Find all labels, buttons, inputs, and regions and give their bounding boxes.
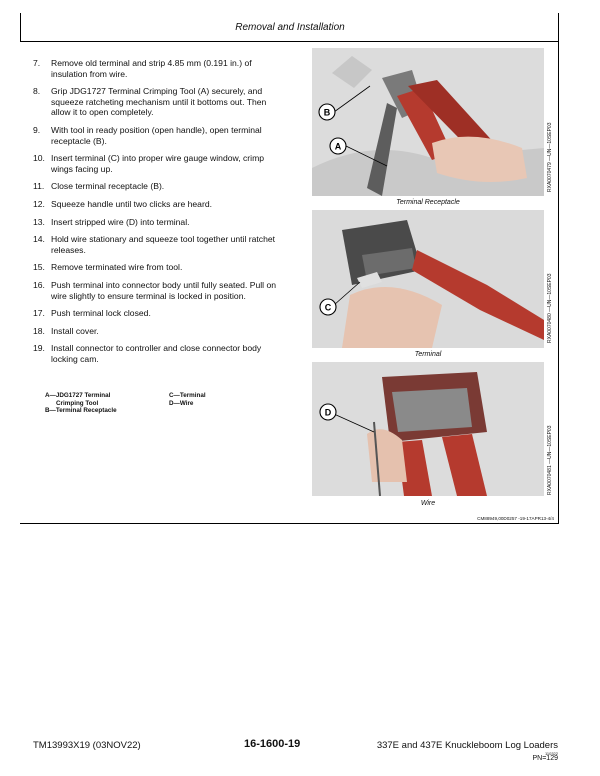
photo-terminal — [312, 210, 544, 348]
frame-top-rule — [20, 41, 559, 42]
step-9: 9. With tool in ready position (open handle), open terminal receptacle (B). — [33, 124, 262, 146]
procedure-steps — [33, 58, 288, 371]
step-7: 7. Remove old terminal and strip 4.85 mm (0.191 in.) of insulation from wire. — [33, 58, 252, 79]
caption-terminal-receptacle: Terminal Receptacle — [396, 199, 460, 206]
svg-text:C: C — [324, 302, 332, 313]
caption-wire: Wire — [420, 500, 436, 507]
footer-product-title: 337E and 437E Knuckleboom Log Loaders — [376, 740, 558, 751]
figure-code-3: RXA0070481 —UN—10SEP03 — [547, 425, 553, 495]
svg-text:D: D — [324, 407, 332, 418]
step-15: 15. Remove terminated wire from tool. — [33, 262, 183, 273]
frame-right-rule — [558, 13, 559, 523]
footer-date-code: 110322 — [544, 751, 558, 756]
section-title: Removal and Installation — [235, 22, 345, 33]
callout-c — [320, 299, 336, 315]
legend-d: D—Wire — [169, 399, 194, 407]
callout-d — [320, 404, 336, 420]
legend-b: B—Terminal Receptacle — [45, 407, 117, 415]
step-16: 16. Push terminal into connector body until fully seated. Pull on wire slightly to ensure terminal is locked in position. — [33, 279, 276, 301]
frame-bottom-rule — [20, 523, 559, 524]
legend-c: C—Terminal — [169, 392, 206, 399]
step-18: 18. Install cover. — [33, 325, 99, 336]
svg-text:A: A — [334, 141, 342, 152]
footer-manual-id: TM13993X19 (03NOV22) — [33, 740, 141, 751]
legend-a-cont: Crimping Tool — [56, 399, 99, 407]
legend-a: A—JDG1727 Terminal — [45, 392, 111, 399]
step-17: 17. Push terminal lock closed. — [33, 308, 151, 319]
footer-page-number: 16-1600-19 — [244, 738, 301, 750]
step-14: 14. Hold wire stationary and squeeze tool together until ratchet releases. — [33, 234, 276, 255]
figure-code-1: RXA0070479 —UN—10SEP03 — [547, 122, 553, 192]
callout-b — [319, 104, 335, 120]
callout-a — [330, 138, 346, 154]
document-code-ref: CM88949,00D0257 -19-17APR13-4/4 — [477, 516, 554, 521]
svg-text:B: B — [323, 107, 331, 118]
step-12: 12. Squeeze handle until two clicks are heard. — [33, 198, 212, 209]
photo-wire — [312, 362, 544, 496]
step-8: 8. Grip JDG1727 Terminal Crimping Tool (A) securely, and squeeze ratcheting mechanism until it bottoms out. Then allow it to open completely. — [33, 86, 267, 118]
step-19: 19. Install connector to controller and close connector body locking cam. — [33, 343, 262, 364]
step-13: 13. Insert stripped wire (D) into terminal. — [33, 216, 190, 227]
photo-terminal-receptacle — [312, 48, 544, 196]
caption-terminal: Terminal — [414, 351, 442, 358]
figure-code-2: RXA0070480 —UN—10SEP03 — [547, 273, 553, 343]
footer-pn: PN=129 — [532, 755, 558, 762]
step-10: 10. Insert terminal (C) into proper wire gauge window, crimp wings facing up. — [33, 153, 265, 174]
step-11: 11. Close terminal receptacle (B). — [33, 181, 165, 192]
